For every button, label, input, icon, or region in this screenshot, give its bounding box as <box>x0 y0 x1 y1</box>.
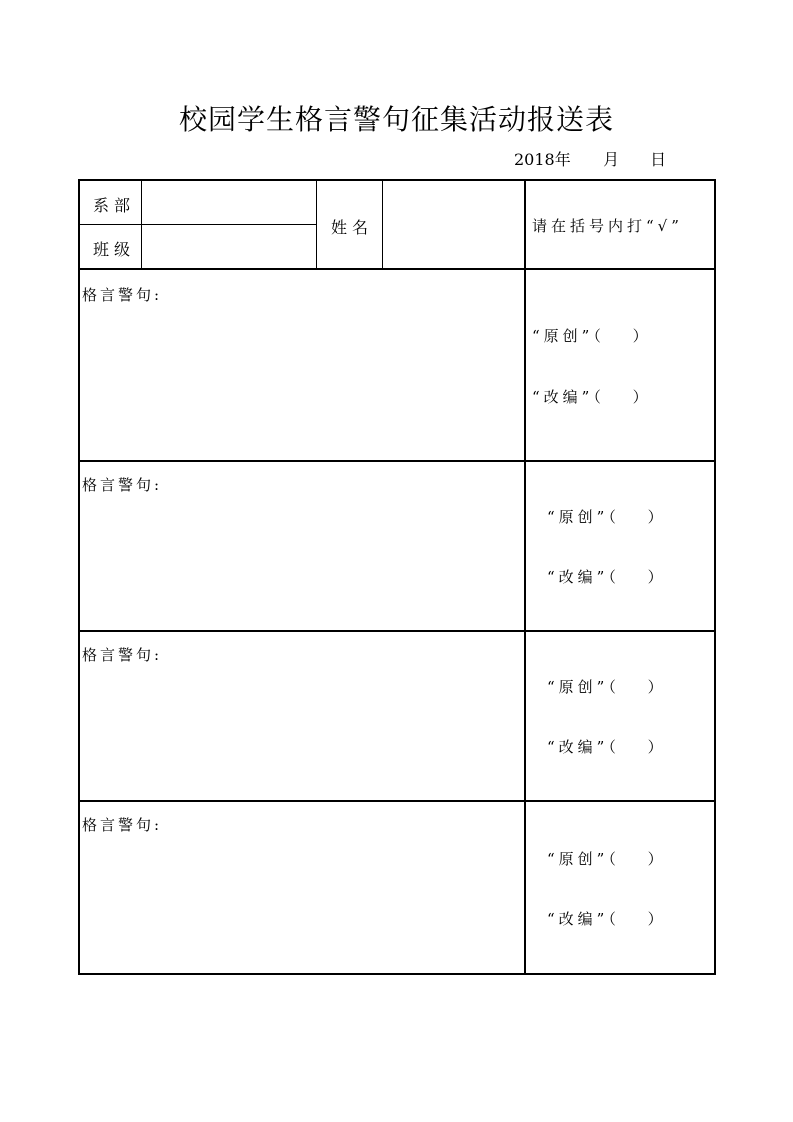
department-label: 系部 <box>93 196 136 215</box>
header-column-line <box>316 181 317 268</box>
name-label: 姓名 <box>331 218 374 237</box>
motto-field[interactable] <box>82 836 522 966</box>
original-option[interactable]: “原创”（ ） <box>547 508 667 526</box>
class-field[interactable] <box>143 227 315 267</box>
date-line <box>514 147 666 170</box>
motto-field[interactable] <box>82 496 522 626</box>
class-label: 班级 <box>93 240 136 259</box>
original-option[interactable]: “原创”（ ） <box>547 850 667 868</box>
header-column-line <box>382 181 383 268</box>
row-divider <box>80 800 714 802</box>
header-column-line <box>141 181 142 268</box>
header-divider <box>80 224 316 225</box>
instruction-text: 请在括号内打“√” <box>532 217 683 235</box>
date-month[interactable]: 月 <box>603 150 620 169</box>
date-year[interactable]: 2018年 <box>514 150 571 169</box>
column-divider <box>524 181 526 973</box>
department-field[interactable] <box>143 183 315 223</box>
motto-field[interactable] <box>82 666 522 796</box>
adapted-option[interactable]: “改编”（ ） <box>547 738 667 756</box>
original-option[interactable]: “原创”（ ） <box>547 678 667 696</box>
row-divider <box>80 460 714 462</box>
name-field[interactable] <box>384 183 523 267</box>
motto-field[interactable] <box>82 306 522 456</box>
adapted-option[interactable]: “改编”（ ） <box>532 388 652 406</box>
motto-label: 格言警句: <box>82 286 163 304</box>
motto-label: 格言警句: <box>82 476 163 494</box>
row-divider <box>80 630 714 632</box>
submission-form-table <box>78 179 716 975</box>
page-title: 校园学生格言警句征集活动报送表 <box>178 103 614 136</box>
motto-label: 格言警句: <box>82 816 163 834</box>
motto-label: 格言警句: <box>82 646 163 664</box>
adapted-option[interactable]: “改编”（ ） <box>547 910 667 928</box>
date-day[interactable]: 日 <box>650 150 667 169</box>
adapted-option[interactable]: “改编”（ ） <box>547 568 667 586</box>
row-divider <box>80 268 714 270</box>
original-option[interactable]: “原创”（ ） <box>532 327 652 345</box>
